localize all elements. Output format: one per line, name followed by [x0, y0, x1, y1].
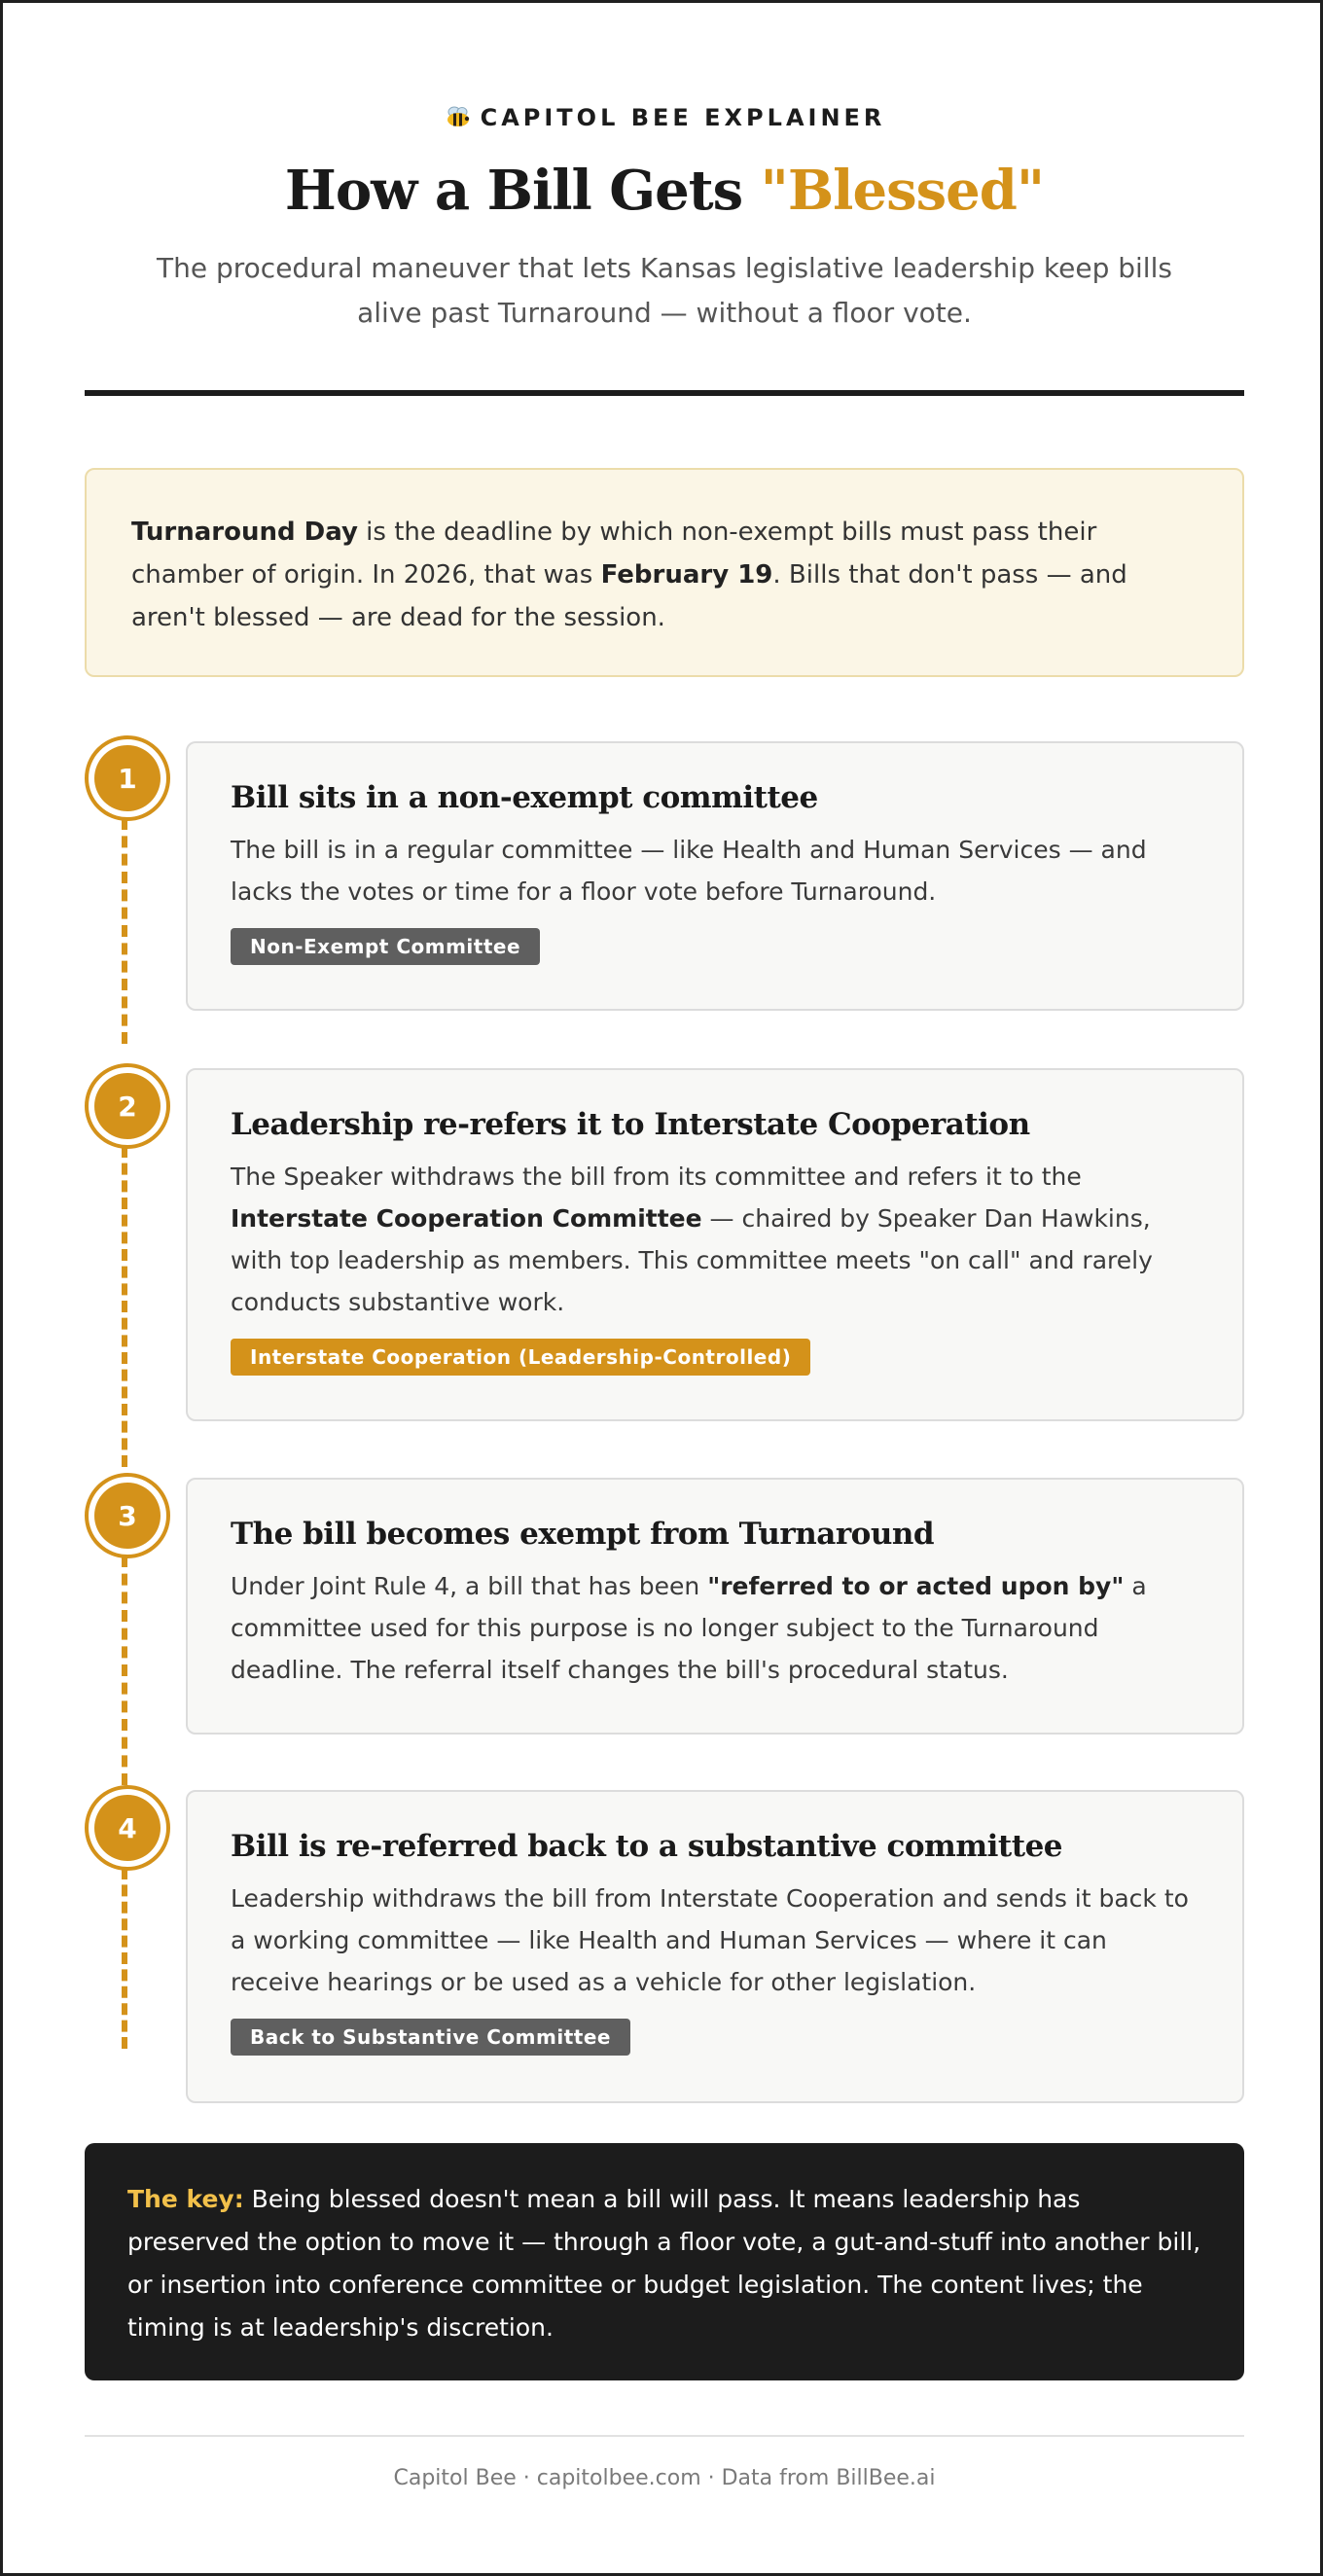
- key-text: Being blessed doesn't mean a bill will pass. It means leadership has preserved the option to move it — through a floor vote, a gut-and-stuff into another bill, or insertion into conference committee or budget legislation. The content lives; the timing is at leadership's discretion.: [127, 2185, 1201, 2342]
- step-number-1: 1: [85, 735, 170, 821]
- step-card-4: [186, 1790, 1244, 2103]
- turnaround-callout: [85, 468, 1244, 677]
- key-takeaway: [85, 2143, 1244, 2380]
- page-title: [85, 159, 1244, 223]
- step-number-3: 3: [85, 1473, 170, 1558]
- step-body: Leadership withdraws the bill from Interstate Cooperation and sends it back to a working committee — like Health and Human Services — where it can receive hearings or be used as a vehicle for other legislation.: [231, 1884, 1189, 1996]
- step-card-1: [186, 741, 1244, 1011]
- step-card-2: [186, 1068, 1244, 1421]
- footer-credit: Capitol Bee · capitolbee.com · Data from BillBee.ai: [393, 2466, 936, 2490]
- step-tag: Back to Substantive Committee: [231, 2019, 630, 2056]
- step-body: The bill is in a regular committee — like Health and Human Services — and lacks the votes or time for a floor vote before Turnaround.: [231, 836, 1147, 906]
- callout-text-1: is the deadline by which non-exempt bills must pass their chamber of origin. In 2026, that was: [131, 518, 1097, 590]
- callout-term: Turnaround Day: [131, 518, 358, 547]
- timeline-connector: [122, 1146, 127, 1467]
- kicker: [85, 104, 1244, 131]
- key-label: The key:: [127, 2185, 244, 2213]
- step-title: Bill sits in a non-exempt committee: [231, 780, 818, 815]
- callout-text-2: . Bills that don't pass — and aren't blessed — are dead for the session.: [131, 560, 1127, 632]
- step-body: The Speaker withdraws the bill from its committee and refers it to the Interstate Cooperation Committee — chaired by Speaker Dan Hawkins, with top leadership as members. This committee meets "on call" and rarely conducts substantive work.: [231, 1163, 1153, 1316]
- step-title: The bill becomes exempt from Turnaround: [231, 1517, 935, 1552]
- step-body: Under Joint Rule 4, a bill that has been "referred to or acted upon by" a committee used for this purpose is no longer subject to the Turnaround deadline. The referral itself changes the bill's procedural status.: [231, 1572, 1147, 1684]
- step-title: Bill is re-referred back to a substantive committee: [231, 1829, 1063, 1864]
- step-title: Leadership re-refers it to Interstate Cooperation: [231, 1107, 1030, 1142]
- subtitle: The procedural maneuver that lets Kansas legislative leadership keep bills alive past Turnaround — without a floor vote.: [157, 252, 1172, 329]
- timeline-connector: [122, 1556, 127, 1785]
- header-divider: [85, 390, 1244, 396]
- footer-divider: [85, 2435, 1244, 2437]
- timeline-connector: [122, 818, 127, 1044]
- step-tag: Non-Exempt Committee: [231, 928, 540, 965]
- bee-icon: [444, 106, 473, 127]
- title-accent: "Blessed": [760, 159, 1045, 223]
- timeline-connector: [122, 1868, 127, 2049]
- callout-date: February 19: [600, 560, 773, 590]
- step-card-3: [186, 1478, 1244, 1735]
- kicker-text: CAPITOL BEE EXPLAINER: [480, 104, 886, 131]
- step-number-2: 2: [85, 1063, 170, 1149]
- step-number-4: 4: [85, 1785, 170, 1871]
- title-main: How a Bill Gets: [284, 159, 761, 223]
- step-tag: Interstate Cooperation (Leadership-Controlled): [231, 1339, 810, 1376]
